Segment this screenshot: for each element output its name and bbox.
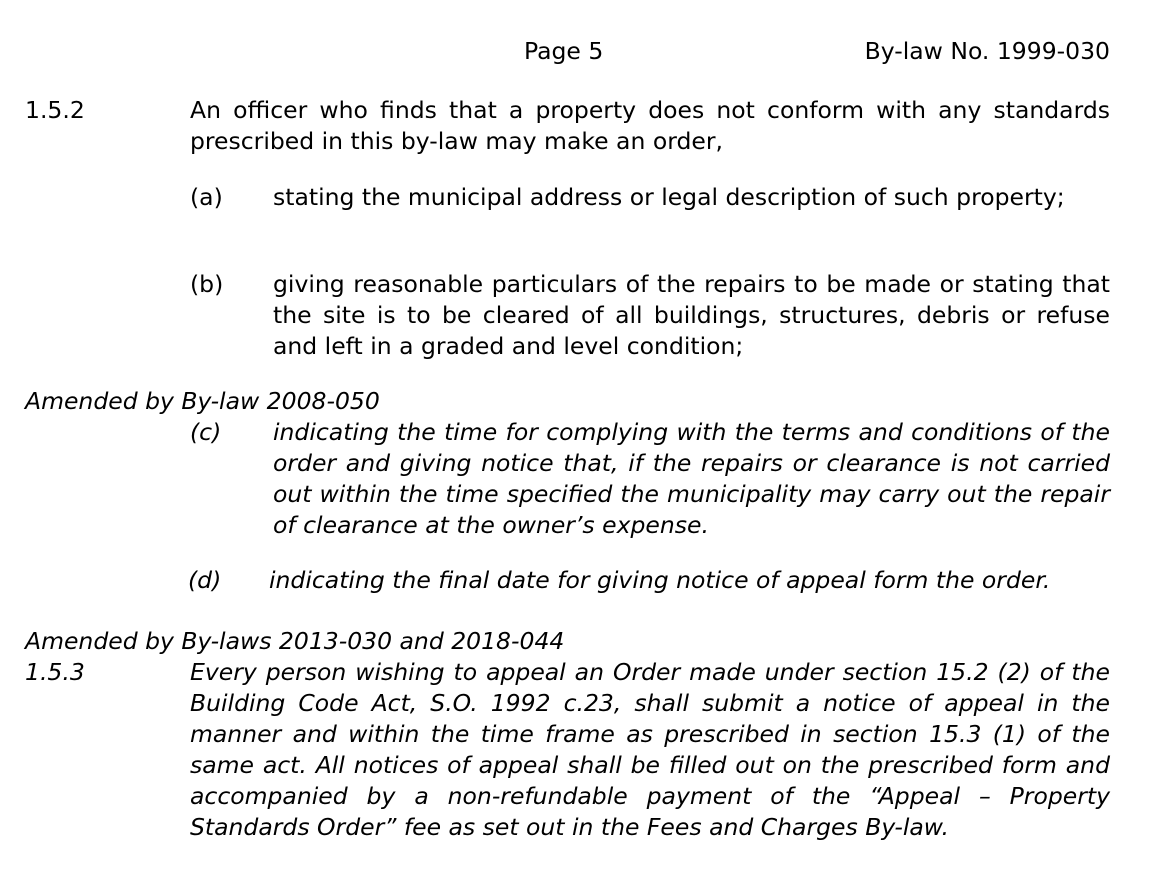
bylaw-number: By-law No. 1999-030 <box>864 37 1110 65</box>
item-label: (b) <box>190 270 224 298</box>
item-text: stating the municipal address or legal description of such property; <box>273 183 1065 211</box>
item-label: (d) <box>188 566 222 594</box>
section-number: 1.5.2 <box>25 96 85 124</box>
section-number: 1.5.3 <box>25 658 85 686</box>
section-text: Every person wishing to appeal an Order made under section 15.2 (2) of the Building Code Act, S.O. 1992 c.23, shall submit a notice of appeal in the manner and within the time frame as prescribed in section 15.3 (1) of the same act. All notices of appeal shall be filled out on the prescribed form and accompanied by a non-refundable payment of the “Appeal – Property Standards Order” fee as set out in the Fees and Charges By-law. <box>190 658 1110 841</box>
section-text: An officer who finds that a property does not conform with any standards prescribed in this by-law may make an order, <box>190 96 1110 155</box>
page-number: Page 5 <box>524 37 604 65</box>
item-label: (a) <box>190 183 223 211</box>
item-text: indicating the time for complying with the terms and conditions of the order and giving notice that, if the repairs or clearance is not carried out within the time specified the municipality may carry out the repair of clearance at the owner’s expense. <box>273 418 1110 539</box>
item-text: indicating the final date for giving notice of appeal form the order. <box>269 566 1051 594</box>
item-text: giving reasonable particulars of the repairs to be made or stating that the site is to be cleared of all buildings, structures, debris or refuse and left in a graded and level condition; <box>273 270 1110 360</box>
amendment-note: Amended by By-laws 2013-030 and 2018-044 <box>25 627 565 655</box>
item-label: (c) <box>190 418 222 446</box>
amendment-note: Amended by By-law 2008-050 <box>25 387 380 415</box>
